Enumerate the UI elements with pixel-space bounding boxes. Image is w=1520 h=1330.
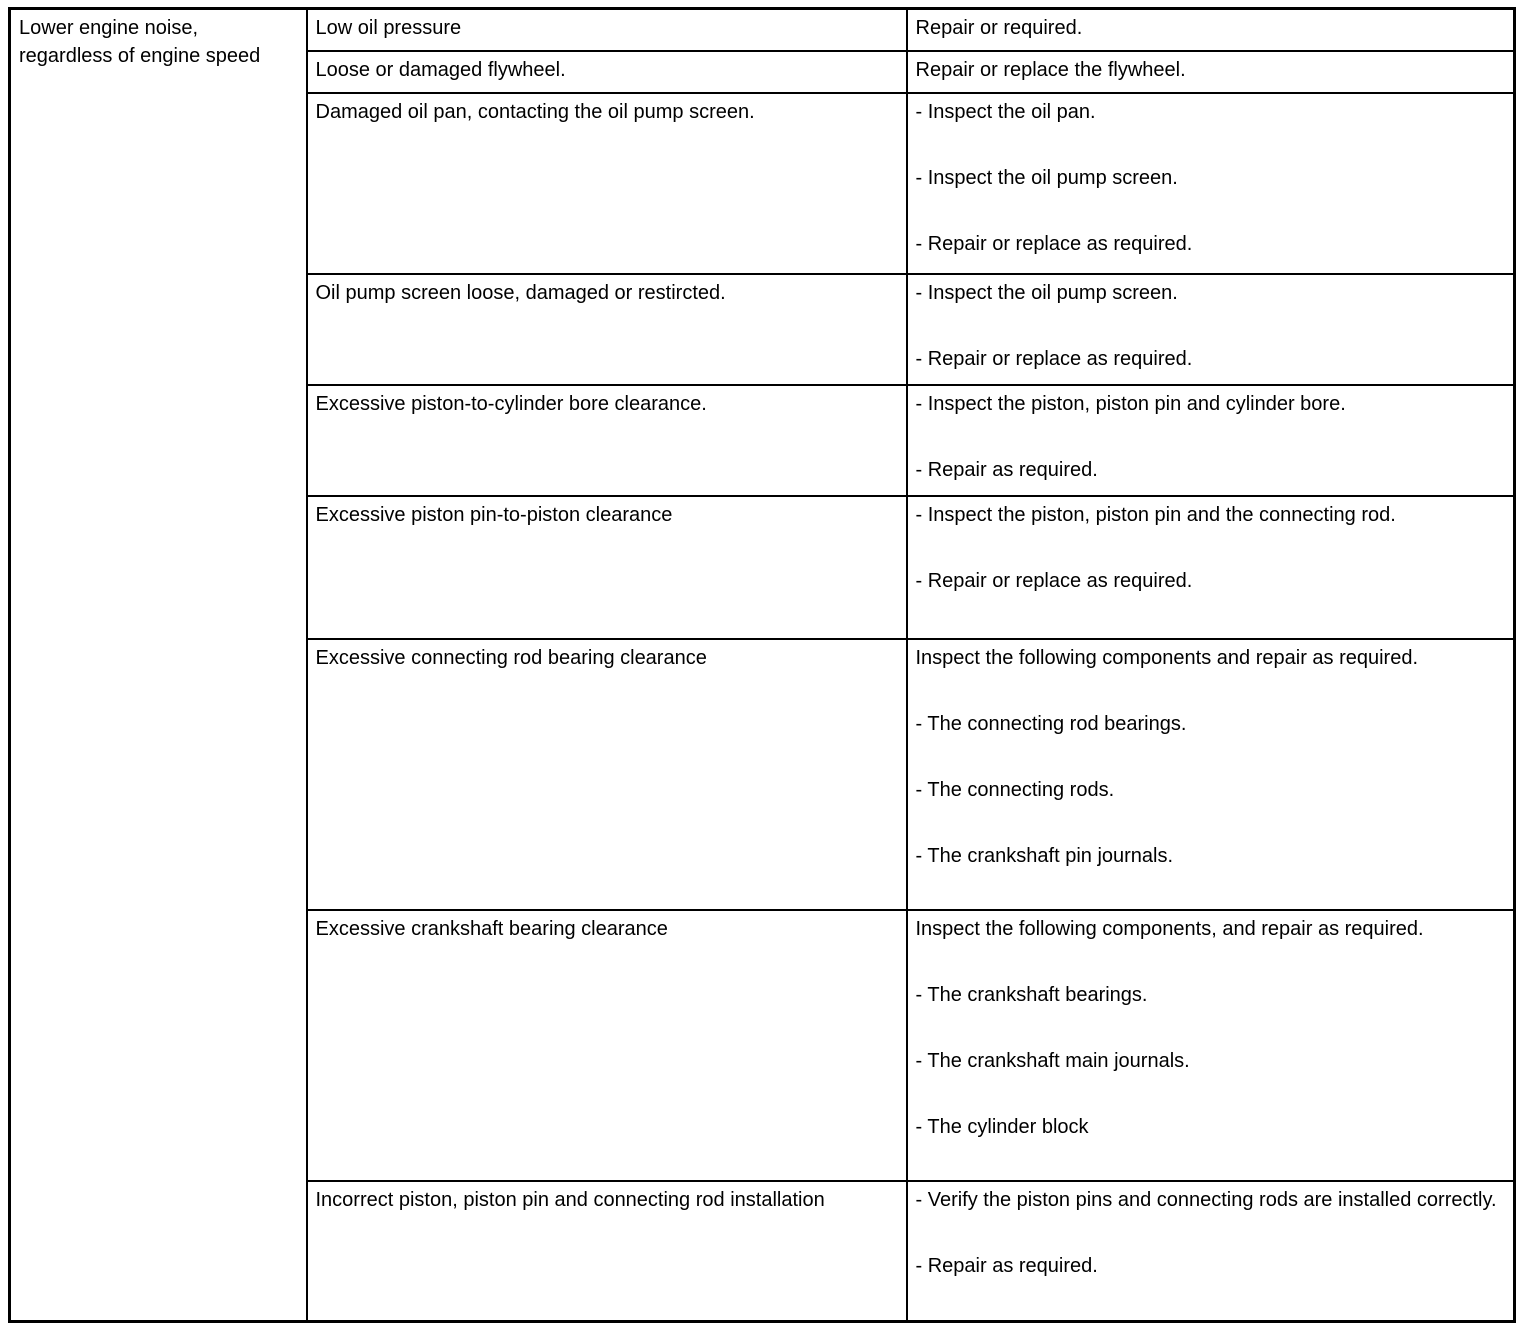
action-line: - Verify the piston pins and connecting rods are installed correctly. [915, 1189, 1497, 1211]
cause-cell [307, 385, 907, 496]
action-line: - The connecting rods. [915, 779, 1115, 801]
action-line: - The crankshaft pin journals. [915, 845, 1174, 867]
action-cell [907, 385, 1515, 496]
cause-cell [307, 274, 907, 385]
cause-cell [307, 910, 907, 1181]
cause-text: Loose or damaged flywheel. [315, 59, 566, 81]
cause-text: Incorrect piston, piston pin and connecting rod installation [315, 1189, 825, 1211]
cause-text: Low oil pressure [315, 17, 462, 39]
cause-text: Oil pump screen loose, damaged or restircted. [315, 282, 726, 304]
symptom-text: Lower engine noise, regardless of engine speed [19, 17, 261, 67]
action-line: - The connecting rod bearings. [915, 713, 1187, 735]
table-row [10, 9, 1515, 52]
action-line: - The crankshaft bearings. [915, 984, 1148, 1006]
action-cell [907, 51, 1515, 93]
cause-text: Excessive connecting rod bearing clearance [315, 647, 707, 669]
cause-cell [307, 639, 907, 910]
action-cell [907, 639, 1515, 910]
cause-text: Excessive piston pin-to-piston clearance [315, 504, 673, 526]
action-line: - Inspect the piston, piston pin and the connecting rod. [915, 504, 1396, 526]
action-line: - The crankshaft main journals. [915, 1050, 1190, 1072]
symptom-cell [10, 9, 307, 1322]
action-line: - Inspect the piston, piston pin and cylinder bore. [915, 393, 1346, 415]
cause-cell [307, 496, 907, 639]
cause-cell [307, 9, 907, 52]
action-cell [907, 274, 1515, 385]
action-line: - The cylinder block [915, 1116, 1089, 1138]
action-line: - Inspect the oil pump screen. [915, 167, 1178, 189]
action-line: - Repair as required. [915, 1255, 1098, 1277]
action-cell [907, 910, 1515, 1181]
action-line: Repair or required. [915, 17, 1083, 39]
action-cell [907, 496, 1515, 639]
cause-cell [307, 1181, 907, 1321]
diagnostic-table [8, 7, 1516, 1323]
action-line: - Inspect the oil pump screen. [915, 282, 1178, 304]
cause-text: Excessive crankshaft bearing clearance [315, 918, 668, 940]
action-line: Inspect the following components and repair as required. [915, 647, 1419, 669]
action-cell [907, 1181, 1515, 1321]
action-line: - Repair or replace as required. [915, 233, 1193, 255]
action-line: Inspect the following components, and repair as required. [915, 918, 1424, 940]
action-line: - Repair or replace as required. [915, 570, 1193, 592]
action-cell [907, 9, 1515, 52]
cause-text: Excessive piston-to-cylinder bore clearance. [315, 393, 707, 415]
action-line: - Repair or replace as required. [915, 348, 1193, 370]
cause-text: Damaged oil pan, contacting the oil pump screen. [315, 101, 755, 123]
action-line: - Inspect the oil pan. [915, 101, 1096, 123]
cause-cell [307, 93, 907, 274]
action-cell [907, 93, 1515, 274]
action-line: - Repair as required. [915, 459, 1098, 481]
cause-cell [307, 51, 907, 93]
action-line: Repair or replace the flywheel. [915, 59, 1186, 81]
